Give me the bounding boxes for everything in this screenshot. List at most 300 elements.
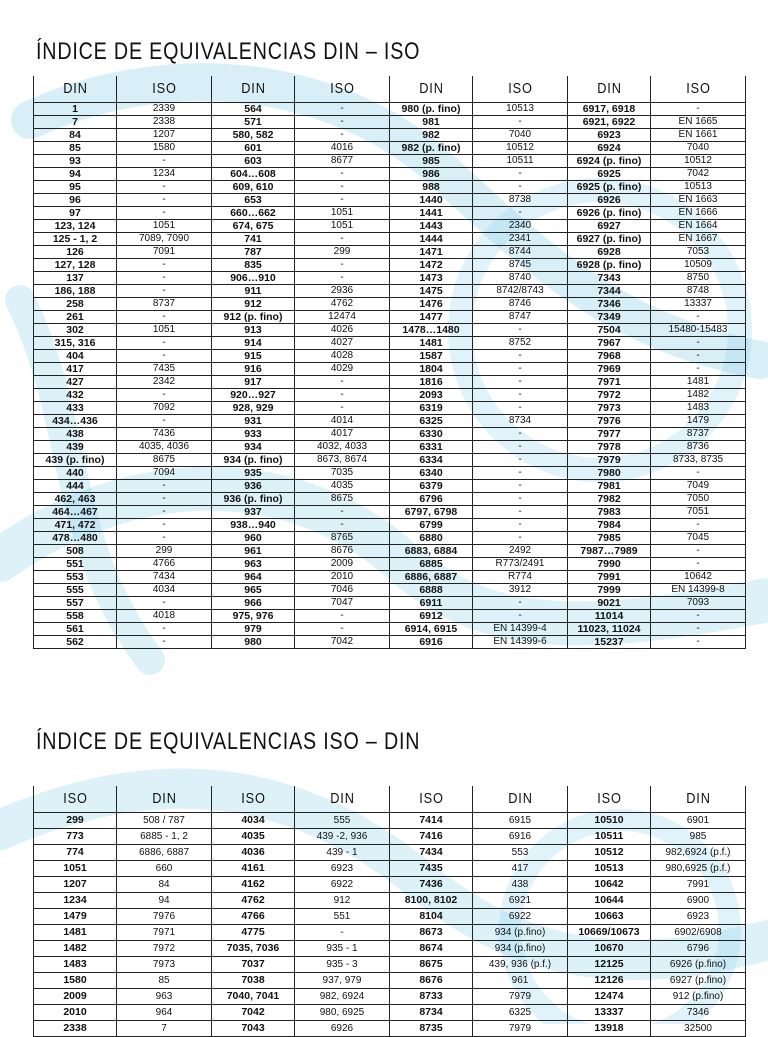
- table-row: [568, 829, 746, 845]
- key-cell: 917: [212, 376, 295, 389]
- key-cell: 10510: [568, 813, 651, 829]
- table-row: [568, 402, 746, 415]
- key-cell: 432: [34, 389, 117, 402]
- table-row: [390, 467, 568, 480]
- equivalent-cell: -: [473, 207, 568, 220]
- equivalent-cell: -: [117, 350, 212, 363]
- key-cell: 979: [212, 623, 295, 636]
- din-iso-table-1: [33, 76, 212, 649]
- table-row: [568, 155, 746, 168]
- key-cell: 97: [34, 207, 117, 220]
- table-row: [390, 493, 568, 506]
- key-cell: 4162: [212, 877, 295, 893]
- key-cell: 6886, 6887: [390, 571, 473, 584]
- equivalent-cell: 2010: [295, 571, 390, 584]
- table-row: [568, 584, 746, 597]
- table-row: [212, 428, 390, 441]
- table-row: [568, 207, 746, 220]
- table-row: [34, 324, 212, 337]
- table-row: [212, 376, 390, 389]
- equivalent-cell: 7045: [651, 532, 746, 545]
- table-row: [568, 168, 746, 181]
- equivalent-cell: -: [295, 259, 390, 272]
- table-row: [390, 1021, 568, 1037]
- equivalent-cell: -: [117, 506, 212, 519]
- key-cell: 7969: [568, 363, 651, 376]
- equivalent-cell: 8675: [295, 493, 390, 506]
- table-row: [34, 311, 212, 324]
- equivalent-cell: 8750: [651, 272, 746, 285]
- table-row: [568, 285, 746, 298]
- table-row: [212, 454, 390, 467]
- table-row: [568, 376, 746, 389]
- key-cell: 1580: [34, 973, 117, 989]
- table-row: [390, 925, 568, 941]
- key-cell: 986: [390, 168, 473, 181]
- equivalent-cell: -: [651, 636, 746, 649]
- key-cell: 564: [212, 103, 295, 116]
- key-cell: 557: [34, 597, 117, 610]
- key-cell: 7985: [568, 532, 651, 545]
- table-row: [212, 558, 390, 571]
- key-cell: 6797, 6798: [390, 506, 473, 519]
- table-row: [568, 610, 746, 623]
- equivalent-cell: 982,6924 (p.f.): [651, 845, 746, 861]
- equivalent-cell: 10513: [651, 181, 746, 194]
- equivalent-cell: 6922: [473, 909, 568, 925]
- equivalent-cell: 4032, 4033: [295, 441, 390, 454]
- key-cell: 7504: [568, 324, 651, 337]
- key-cell: 462, 463: [34, 493, 117, 506]
- key-cell: 1051: [34, 861, 117, 877]
- equivalent-cell: 1234: [117, 168, 212, 181]
- equivalent-cell: 1207: [117, 129, 212, 142]
- key-cell: 7346: [568, 298, 651, 311]
- key-cell: 931: [212, 415, 295, 428]
- key-cell: 8674: [390, 941, 473, 957]
- equivalent-cell: 555: [295, 813, 390, 829]
- table-row: [212, 925, 390, 941]
- key-cell: 6888: [390, 584, 473, 597]
- equivalent-cell: 6926: [295, 1021, 390, 1037]
- equivalent-cell: 551: [295, 909, 390, 925]
- table-row: [568, 1005, 746, 1021]
- column-header: ISO: [302, 76, 383, 103]
- equivalent-cell: 7972: [117, 941, 212, 957]
- key-cell: 7979: [568, 454, 651, 467]
- key-cell: 444: [34, 480, 117, 493]
- key-cell: 961: [212, 545, 295, 558]
- table-row: [212, 324, 390, 337]
- equivalent-cell: 935 - 1: [295, 941, 390, 957]
- key-cell: 439: [34, 441, 117, 454]
- table-row: [390, 233, 568, 246]
- key-cell: 933: [212, 428, 295, 441]
- key-cell: 7344: [568, 285, 651, 298]
- table-row: [34, 350, 212, 363]
- key-cell: 7414: [390, 813, 473, 829]
- key-cell: 741: [212, 233, 295, 246]
- key-cell: 1816: [390, 376, 473, 389]
- key-cell: 6916: [390, 636, 473, 649]
- equivalent-cell: 7040: [473, 129, 568, 142]
- equivalent-cell: 8748: [651, 285, 746, 298]
- key-cell: 1471: [390, 246, 473, 259]
- key-cell: 4036: [212, 845, 295, 861]
- key-cell: 6925: [568, 168, 651, 181]
- table-row: [568, 441, 746, 454]
- table-row: [212, 311, 390, 324]
- table-row: [212, 285, 390, 298]
- table-row: [212, 571, 390, 584]
- equivalent-cell: 1479: [651, 415, 746, 428]
- table-row: [34, 181, 212, 194]
- table-row: [390, 337, 568, 350]
- title-din-iso: ÍNDICE DE EQUIVALENCIAS DIN – ISO: [36, 38, 421, 65]
- equivalent-cell: 6325: [473, 1005, 568, 1021]
- table-row: [568, 909, 746, 925]
- key-cell: 934: [212, 441, 295, 454]
- key-cell: 6921, 6922: [568, 116, 651, 129]
- table-row: [34, 909, 212, 925]
- key-cell: 6912: [390, 610, 473, 623]
- key-cell: 8676: [390, 973, 473, 989]
- equivalent-cell: 7991: [651, 877, 746, 893]
- key-cell: 440: [34, 467, 117, 480]
- key-cell: 261: [34, 311, 117, 324]
- equivalent-cell: 553: [473, 845, 568, 861]
- table-row: [568, 519, 746, 532]
- table-row: [212, 584, 390, 597]
- equivalent-cell: 4018: [117, 610, 212, 623]
- equivalent-cell: 961: [473, 973, 568, 989]
- equivalent-cell: 94: [117, 893, 212, 909]
- key-cell: 6796: [390, 493, 473, 506]
- equivalent-cell: 439 - 1: [295, 845, 390, 861]
- key-cell: 914: [212, 337, 295, 350]
- equivalent-cell: 438: [473, 877, 568, 893]
- equivalent-cell: -: [117, 519, 212, 532]
- key-cell: 7973: [568, 402, 651, 415]
- key-cell: 4161: [212, 861, 295, 877]
- equivalent-cell: 935 - 3: [295, 957, 390, 973]
- equivalent-cell: 7979: [473, 1021, 568, 1037]
- equivalent-cell: 417: [473, 861, 568, 877]
- key-cell: 906…910: [212, 272, 295, 285]
- key-cell: 6319: [390, 402, 473, 415]
- table-row: [212, 909, 390, 925]
- equivalent-cell: 985: [651, 829, 746, 845]
- key-cell: 551: [34, 558, 117, 571]
- equivalent-cell: -: [651, 558, 746, 571]
- title-iso-din: ÍNDICE DE EQUIVALENCIAS ISO – DIN: [36, 728, 421, 755]
- key-cell: 7434: [390, 845, 473, 861]
- table-row: [390, 558, 568, 571]
- equivalent-cell: -: [473, 324, 568, 337]
- equivalent-cell: 1051: [117, 324, 212, 337]
- key-cell: 12125: [568, 957, 651, 973]
- key-cell: 7978: [568, 441, 651, 454]
- equivalent-cell: -: [117, 155, 212, 168]
- table-row: [568, 506, 746, 519]
- equivalent-cell: 7971: [117, 925, 212, 941]
- table-row: [212, 597, 390, 610]
- key-cell: 1444: [390, 233, 473, 246]
- key-cell: 985: [390, 155, 473, 168]
- column-header: ISO: [396, 786, 467, 813]
- equivalent-cell: 7: [117, 1021, 212, 1037]
- equivalent-cell: -: [295, 610, 390, 623]
- table-row: [568, 116, 746, 129]
- key-cell: 438: [34, 428, 117, 441]
- key-cell: 1475: [390, 285, 473, 298]
- equivalent-cell: -: [117, 532, 212, 545]
- key-cell: 1476: [390, 298, 473, 311]
- table-row: [212, 168, 390, 181]
- table-row: [568, 480, 746, 493]
- equivalent-cell: EN 14399-8: [651, 584, 746, 597]
- key-cell: 315, 316: [34, 337, 117, 350]
- column-header: DIN: [302, 786, 383, 813]
- key-cell: 12126: [568, 973, 651, 989]
- key-cell: 123, 124: [34, 220, 117, 233]
- table-row: [568, 363, 746, 376]
- equivalent-cell: -: [295, 103, 390, 116]
- table-row: [212, 506, 390, 519]
- table-row: [34, 519, 212, 532]
- key-cell: 982 (p. fino): [390, 142, 473, 155]
- table-row: [568, 957, 746, 973]
- equivalent-cell: EN 1664: [651, 220, 746, 233]
- key-cell: 93: [34, 155, 117, 168]
- key-cell: 12474: [568, 989, 651, 1005]
- key-cell: 1234: [34, 893, 117, 909]
- table-row: [568, 324, 746, 337]
- table-row: [212, 861, 390, 877]
- equivalent-cell: 2936: [295, 285, 390, 298]
- table-row: [390, 877, 568, 893]
- key-cell: 6926 (p. fino): [568, 207, 651, 220]
- table-row: [390, 571, 568, 584]
- table-row: [34, 116, 212, 129]
- iso-din-table-1: [33, 786, 212, 1037]
- table-row: [212, 813, 390, 829]
- table-row: [568, 415, 746, 428]
- equivalent-cell: -: [117, 636, 212, 649]
- table-row: [34, 480, 212, 493]
- equivalent-cell: -: [117, 181, 212, 194]
- equivalent-cell: 15480-15483: [651, 324, 746, 337]
- equivalent-cell: 8734: [473, 415, 568, 428]
- table-row: [390, 272, 568, 285]
- key-cell: 7987…7989: [568, 545, 651, 558]
- key-cell: 7977: [568, 428, 651, 441]
- key-cell: 7343: [568, 272, 651, 285]
- table-row: [34, 545, 212, 558]
- key-cell: 6880: [390, 532, 473, 545]
- table-row: [34, 845, 212, 861]
- table-row: [34, 285, 212, 298]
- table-row: [390, 298, 568, 311]
- key-cell: 7981: [568, 480, 651, 493]
- table-row: [34, 363, 212, 376]
- table-row: [568, 877, 746, 893]
- equivalent-cell: 7091: [117, 246, 212, 259]
- table-row: [390, 285, 568, 298]
- equivalent-cell: -: [473, 493, 568, 506]
- equivalent-cell: -: [295, 925, 390, 941]
- table-row: [390, 813, 568, 829]
- equivalent-cell: -: [651, 545, 746, 558]
- key-cell: 988: [390, 181, 473, 194]
- key-cell: 980 (p. fino): [390, 103, 473, 116]
- equivalent-cell: -: [473, 428, 568, 441]
- table-row: [212, 610, 390, 623]
- table-row: [390, 519, 568, 532]
- table-row: [212, 545, 390, 558]
- equivalent-cell: 4017: [295, 428, 390, 441]
- table-row: [34, 558, 212, 571]
- key-cell: 7038: [212, 973, 295, 989]
- din-iso-table-2: [211, 76, 390, 649]
- key-cell: 10670: [568, 941, 651, 957]
- equivalent-cell: 4035: [295, 480, 390, 493]
- equivalent-cell: EN 1667: [651, 233, 746, 246]
- table-row: [34, 506, 212, 519]
- table-row: [390, 441, 568, 454]
- table-row: [34, 103, 212, 116]
- key-cell: 913: [212, 324, 295, 337]
- equivalent-cell: 963: [117, 989, 212, 1005]
- key-cell: 7976: [568, 415, 651, 428]
- key-cell: 6799: [390, 519, 473, 532]
- equivalent-cell: 912 (p.fino): [651, 989, 746, 1005]
- equivalent-cell: 7053: [651, 246, 746, 259]
- equivalent-cell: -: [651, 610, 746, 623]
- key-cell: 928, 929: [212, 402, 295, 415]
- equivalent-cell: 8737: [651, 428, 746, 441]
- table-row: [34, 610, 212, 623]
- equivalent-cell: -: [651, 103, 746, 116]
- table-row: [34, 168, 212, 181]
- table-row: [390, 155, 568, 168]
- table-row: [390, 506, 568, 519]
- table-row: [212, 1021, 390, 1037]
- table-row: [390, 194, 568, 207]
- key-cell: 417: [34, 363, 117, 376]
- table-row: [212, 893, 390, 909]
- key-cell: 653: [212, 194, 295, 207]
- table-row: [212, 116, 390, 129]
- equivalent-cell: -: [473, 402, 568, 415]
- equivalent-cell: 7035: [295, 467, 390, 480]
- key-cell: 7980: [568, 467, 651, 480]
- key-cell: 7983: [568, 506, 651, 519]
- key-cell: 6331: [390, 441, 473, 454]
- table-row: [390, 350, 568, 363]
- equivalent-cell: 7050: [651, 493, 746, 506]
- equivalent-cell: 6902/6908: [651, 925, 746, 941]
- table-row: [34, 493, 212, 506]
- table-row: [34, 389, 212, 402]
- equivalent-cell: 10512: [473, 142, 568, 155]
- key-cell: 965: [212, 584, 295, 597]
- equivalent-cell: 8747: [473, 311, 568, 324]
- key-cell: 6927 (p. fino): [568, 233, 651, 246]
- table-row: [34, 402, 212, 415]
- key-cell: 8104: [390, 909, 473, 925]
- equivalent-cell: -: [473, 441, 568, 454]
- key-cell: 6923: [568, 129, 651, 142]
- equivalent-cell: -: [473, 506, 568, 519]
- key-cell: 7984: [568, 519, 651, 532]
- table-row: [212, 532, 390, 545]
- key-cell: 835: [212, 259, 295, 272]
- equivalent-cell: 85: [117, 973, 212, 989]
- key-cell: 10644: [568, 893, 651, 909]
- equivalent-cell: 8673, 8674: [295, 454, 390, 467]
- key-cell: 258: [34, 298, 117, 311]
- equivalent-cell: -: [473, 116, 568, 129]
- key-cell: 13918: [568, 1021, 651, 1037]
- equivalent-cell: -: [295, 129, 390, 142]
- equivalent-cell: 6916: [473, 829, 568, 845]
- table-row: [390, 246, 568, 259]
- column-header: DIN: [218, 76, 289, 103]
- table-row: [212, 298, 390, 311]
- key-cell: 1481: [34, 925, 117, 941]
- key-cell: 7416: [390, 829, 473, 845]
- key-cell: 84: [34, 129, 117, 142]
- column-header: DIN: [396, 76, 467, 103]
- table-row: [212, 415, 390, 428]
- key-cell: 963: [212, 558, 295, 571]
- key-cell: 912 (p. fino): [212, 311, 295, 324]
- table-row: [390, 480, 568, 493]
- table-row: [212, 363, 390, 376]
- table-row: [390, 861, 568, 877]
- key-cell: 299: [34, 813, 117, 829]
- equivalent-cell: 299: [117, 545, 212, 558]
- column-header: ISO: [40, 786, 111, 813]
- column-header: ISO: [574, 786, 645, 813]
- key-cell: 912: [212, 298, 295, 311]
- table-row: [212, 155, 390, 168]
- equivalent-cell: 1051: [295, 220, 390, 233]
- table-row: [34, 1021, 212, 1037]
- equivalent-cell: 4029: [295, 363, 390, 376]
- table-row: [390, 989, 568, 1005]
- key-cell: 6928 (p. fino): [568, 259, 651, 272]
- equivalent-cell: 84: [117, 877, 212, 893]
- table-row: [390, 220, 568, 233]
- key-cell: 7991: [568, 571, 651, 584]
- table-row: [34, 532, 212, 545]
- table-row: [212, 1005, 390, 1021]
- key-cell: 938…940: [212, 519, 295, 532]
- table-row: [34, 298, 212, 311]
- equivalent-cell: EN 1666: [651, 207, 746, 220]
- equivalent-cell: 980, 6925: [295, 1005, 390, 1021]
- key-cell: 7037: [212, 957, 295, 973]
- key-cell: 6926: [568, 194, 651, 207]
- table-row: [390, 402, 568, 415]
- column-header: ISO: [124, 76, 205, 103]
- key-cell: 7040, 7041: [212, 989, 295, 1005]
- table-row: [568, 103, 746, 116]
- table-row: [390, 973, 568, 989]
- iso-din-table-3: [389, 786, 568, 1037]
